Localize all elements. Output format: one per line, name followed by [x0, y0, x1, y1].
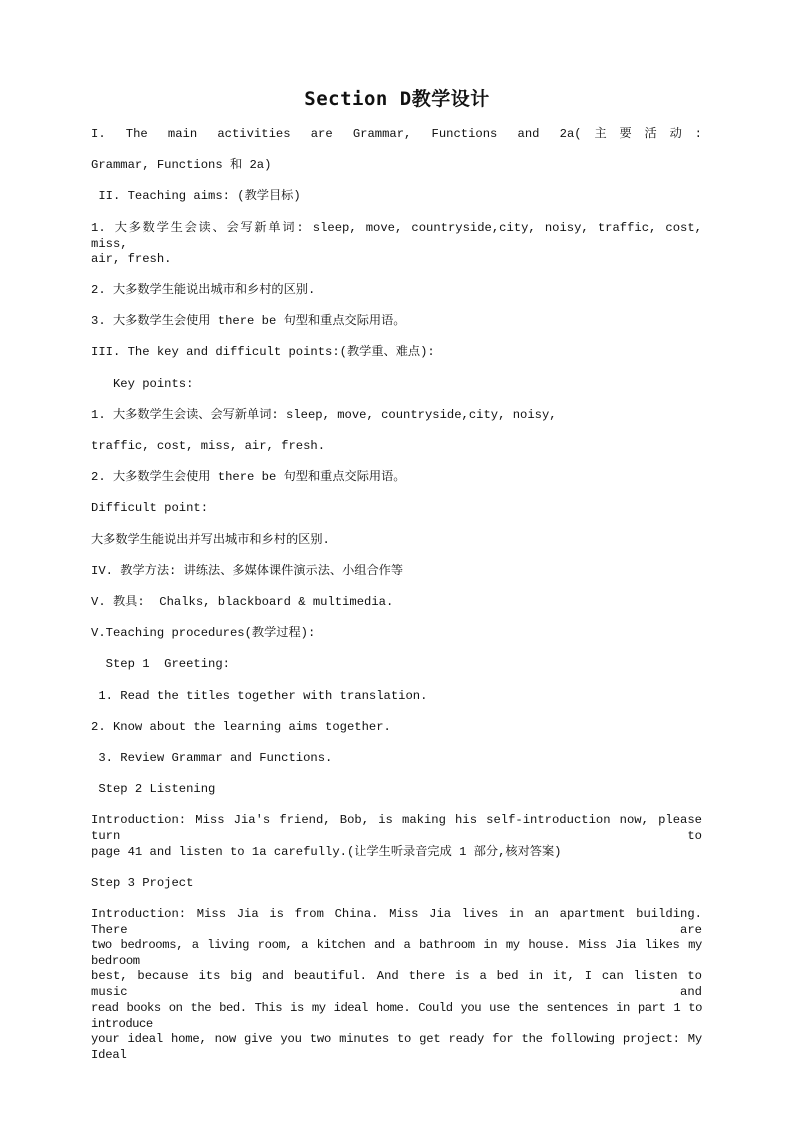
text-line: 2. 大多数学生会使用 there be 句型和重点交际用语。 — [91, 470, 406, 484]
text-line: Introduction: Miss Jia's friend, Bob, is making his self-introduction now, please turn to — [91, 813, 702, 843]
text-line: III. The key and difficult points:(教学重、难点): — [91, 345, 435, 359]
text-line: Difficult point: — [91, 501, 209, 515]
text-line: your ideal home, now give you two minutes to get ready for the following project: My Ideal — [91, 1032, 702, 1062]
text-line: V.Teaching procedures(教学过程): — [91, 626, 316, 640]
text-line: 1. 大多数学生会读、会写新单词: sleep, move, countryside,city, noisy, traffic, cost, miss, — [91, 221, 702, 251]
text-line: air, fresh. — [91, 252, 172, 266]
text-line: two bedrooms, a living room, a kitchen and a bathroom in my house. Miss Jia likes my bedroom — [91, 938, 702, 968]
text-line: Introduction: Miss Jia is from China. Miss Jia lives in an apartment building. There are — [91, 907, 702, 937]
text-line: 3. 大多数学生会使用 there be 句型和重点交际用语。 — [91, 314, 406, 328]
text-line: read books on the bed. This is my ideal home. Could you use the sentences in part 1 to introduce — [91, 1001, 702, 1031]
text-line: Step 2 Listening — [91, 782, 216, 796]
text-line: Step 3 Project — [91, 876, 194, 890]
text-line: Key points: — [91, 377, 194, 391]
document-title: Section D教学设计 — [304, 88, 490, 110]
text-line: best, because its big and beautiful. And there is a bed in it, I can listen to music and — [91, 969, 702, 999]
text-line: traffic, cost, miss, air, fresh. — [91, 439, 326, 453]
text-line: Step 1 Greeting: — [91, 657, 230, 671]
text-line: 大多数学生能说出并写出城市和乡村的区别. — [91, 533, 330, 547]
text-line: Grammar, Functions 和 2a) — [91, 158, 272, 172]
text-line: 3. Review Grammar and Functions. — [91, 751, 333, 765]
text-line: 2. Know about the learning aims together. — [91, 720, 391, 734]
text-line: page 41 and listen to 1a carefully.(让学生听录音完成 1 部分,核对答案) — [91, 845, 562, 859]
text-line: I. The main activities are Grammar, Functions and 2a(主要活动: — [91, 127, 702, 141]
text-line: II. Teaching aims: (教学目标) — [91, 189, 301, 203]
text-line: 1. 大多数学生会读、会写新单词: sleep, move, countryside,city, noisy, — [91, 408, 557, 422]
text-line: 2. 大多数学生能说出城市和乡村的区别. — [91, 283, 316, 297]
text-line: 1. Read the titles together with translation. — [91, 689, 428, 703]
text-line: V. 教具: Chalks, blackboard & multimedia. — [91, 595, 394, 609]
text-line: IV. 教学方法: 讲练法、多媒体课件演示法、小组合作等 — [91, 564, 404, 578]
